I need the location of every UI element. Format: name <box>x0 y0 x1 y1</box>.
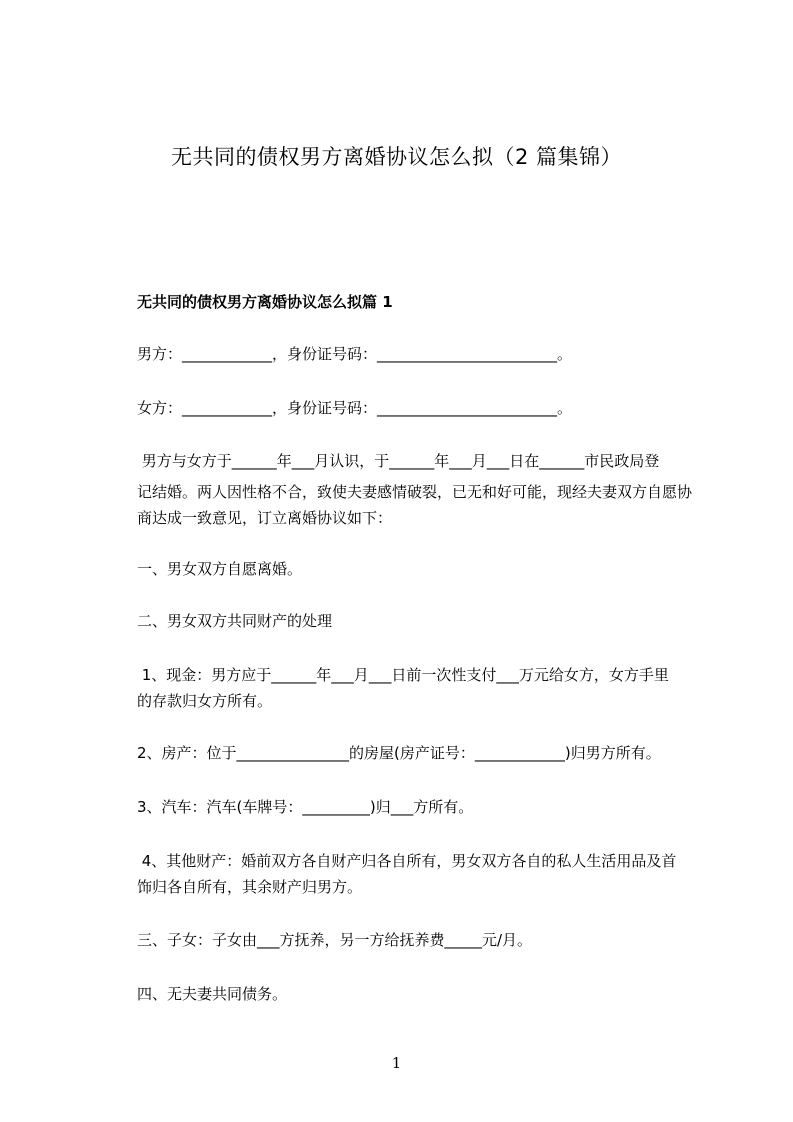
intro-line-1: 男方与女方于______年___月认识，于______年___月___日在______市民政局登 <box>137 452 660 470</box>
intro-line-2: 记结婚。两人因性格不合，致使夫妻感情破裂，已无和好可能，现经夫妻双方自愿协 <box>137 483 693 501</box>
item-other-line-2: 饰归各自所有，其余财产归男方。 <box>137 878 363 896</box>
clause-1: 一、男女双方自愿离婚。 <box>137 560 303 578</box>
document-title: 无共同的债权男方离婚协议怎么拟（2 篇集锦） <box>170 145 623 169</box>
clause-3: 三、子女：子女由___方抚养，另一方给抚养费_____元/月。 <box>137 931 533 949</box>
item-car: 3、汽车：汽车(车牌号：_________)归___方所有。 <box>137 798 474 816</box>
item-other-line-1: 4、其他财产：婚前双方各自财产归各自所有，男女双方各自的私人生活用品及首 <box>137 852 677 870</box>
male-party-line: 男方：____________，身份证号码：________________________。 <box>137 345 573 363</box>
item-cash-line-1: 1、现金：男方应于______年___月___日前一次性支付___万元给女方，女方手里 <box>137 666 669 684</box>
clause-2: 二、男女双方共同财产的处理 <box>137 612 333 630</box>
page-number: 1 <box>391 1054 402 1072</box>
intro-line-3: 商达成一致意见，订立离婚协议如下： <box>137 509 393 527</box>
item-cash-line-2: 的存款归女方所有。 <box>137 692 273 710</box>
section-heading: 无共同的债权男方离婚协议怎么拟篇 1 <box>137 293 393 311</box>
female-party-line: 女方：____________，身份证号码：________________________。 <box>137 399 573 417</box>
clause-4: 四、无夫妻共同债务。 <box>137 985 288 1003</box>
item-house: 2、房产：位于_______________的房屋(房产证号：____________)归男方所有。 <box>137 744 661 762</box>
